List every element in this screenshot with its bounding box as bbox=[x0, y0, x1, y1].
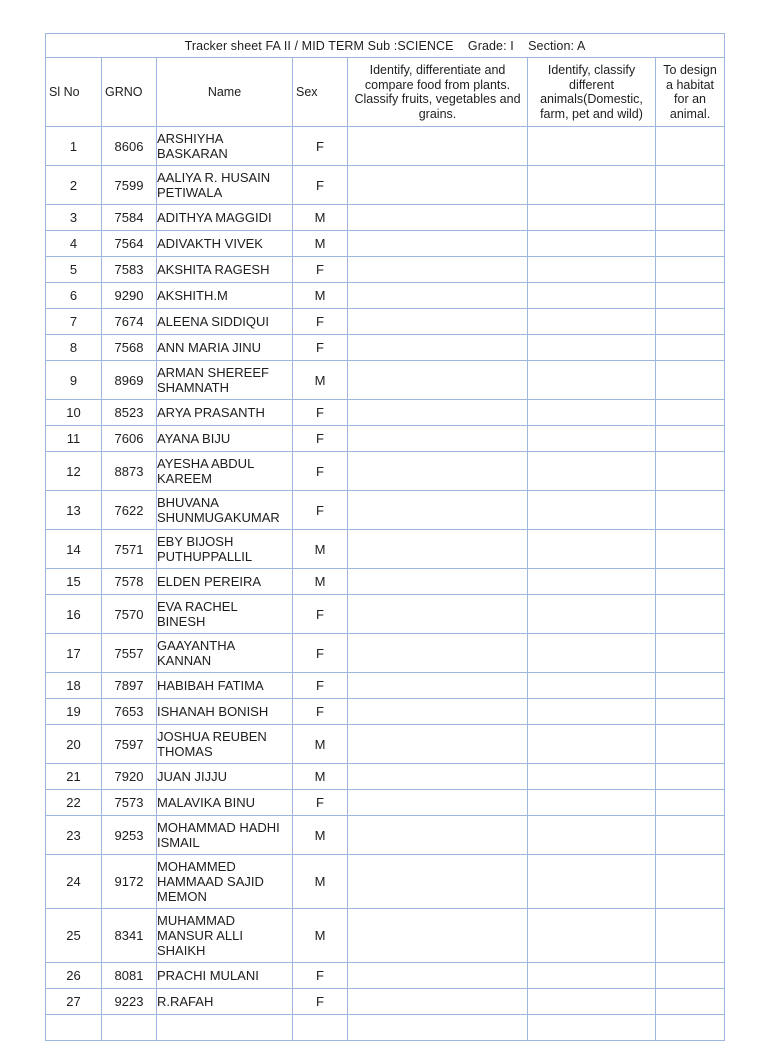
name-cell: MUHAMMAD MANSUR ALLI SHAIKH bbox=[157, 909, 293, 963]
sl-no-cell: 4 bbox=[46, 231, 102, 257]
name-cell: MOHAMMED HAMMAAD SAJID MEMON bbox=[157, 855, 293, 909]
criteria-animals-cell bbox=[528, 764, 656, 790]
sl-no-cell: 3 bbox=[46, 205, 102, 231]
sex-cell: M bbox=[293, 764, 348, 790]
table-row bbox=[46, 166, 725, 205]
sl-no-cell: 18 bbox=[46, 673, 102, 699]
criteria-habitat-cell bbox=[656, 452, 725, 491]
name-cell: ARMAN SHEREEF SHAMNATH bbox=[157, 361, 293, 400]
sex-cell: F bbox=[293, 634, 348, 673]
sl-no-cell: 8 bbox=[46, 335, 102, 361]
grno-cell: 8606 bbox=[102, 127, 157, 166]
criteria-habitat-cell bbox=[656, 166, 725, 205]
grno-cell: 7557 bbox=[102, 634, 157, 673]
sex-cell: M bbox=[293, 909, 348, 963]
criteria-food-cell bbox=[348, 816, 528, 855]
grno-cell: 8873 bbox=[102, 452, 157, 491]
criteria-food-cell bbox=[348, 426, 528, 452]
sl-no-cell: 7 bbox=[46, 309, 102, 335]
criteria-food-cell bbox=[348, 283, 528, 309]
sex-cell: M bbox=[293, 283, 348, 309]
name-cell: EBY BIJOSH PUTHUPPALLIL bbox=[157, 530, 293, 569]
criteria-animals-cell bbox=[528, 595, 656, 634]
table-row bbox=[46, 452, 725, 491]
sex-cell: M bbox=[293, 725, 348, 764]
sl-no-cell: 9 bbox=[46, 361, 102, 400]
header-criteria-animals: Identify, classify different animals(Domestic, farm, pet and wild) bbox=[528, 58, 656, 127]
criteria-food-cell bbox=[348, 309, 528, 335]
name-cell: AYANA BIJU bbox=[157, 426, 293, 452]
criteria-habitat-cell bbox=[656, 909, 725, 963]
sl-no-cell: 21 bbox=[46, 764, 102, 790]
criteria-food-cell bbox=[348, 127, 528, 166]
sex-cell: M bbox=[293, 361, 348, 400]
criteria-habitat-cell bbox=[656, 989, 725, 1015]
name-cell: R.RAFAH bbox=[157, 989, 293, 1015]
criteria-animals-cell bbox=[528, 855, 656, 909]
table-row bbox=[46, 909, 725, 963]
criteria-habitat-cell bbox=[656, 283, 725, 309]
criteria-animals-cell bbox=[528, 530, 656, 569]
name-cell: AALIYA R. HUSAIN PETIWALA bbox=[157, 166, 293, 205]
criteria-animals-cell bbox=[528, 816, 656, 855]
table-row bbox=[46, 426, 725, 452]
sex-cell: F bbox=[293, 127, 348, 166]
criteria-food-cell bbox=[348, 335, 528, 361]
grno-cell: 7606 bbox=[102, 426, 157, 452]
student-rows bbox=[46, 127, 725, 1041]
criteria-animals-cell bbox=[528, 283, 656, 309]
criteria-habitat-cell bbox=[656, 1015, 725, 1041]
criteria-habitat-cell bbox=[656, 764, 725, 790]
criteria-habitat-cell bbox=[656, 205, 725, 231]
criteria-animals-cell bbox=[528, 257, 656, 283]
name-cell: MOHAMMAD HADHI ISMAIL bbox=[157, 816, 293, 855]
grno-cell: 8523 bbox=[102, 400, 157, 426]
sl-no-cell: 6 bbox=[46, 283, 102, 309]
name-cell: ANN MARIA JINU bbox=[157, 335, 293, 361]
sl-no-cell: 10 bbox=[46, 400, 102, 426]
name-cell: PRACHI MULANI bbox=[157, 963, 293, 989]
sl-no-cell: 5 bbox=[46, 257, 102, 283]
name-cell: ADITHYA MAGGIDI bbox=[157, 205, 293, 231]
criteria-food-cell bbox=[348, 989, 528, 1015]
sex-cell bbox=[293, 1015, 348, 1041]
criteria-food-cell bbox=[348, 790, 528, 816]
criteria-habitat-cell bbox=[656, 257, 725, 283]
criteria-habitat-cell bbox=[656, 855, 725, 909]
table-row bbox=[46, 764, 725, 790]
sl-no-cell: 11 bbox=[46, 426, 102, 452]
criteria-habitat-cell bbox=[656, 790, 725, 816]
criteria-food-cell bbox=[348, 530, 528, 569]
sl-no-cell: 19 bbox=[46, 699, 102, 725]
name-cell: MALAVIKA BINU bbox=[157, 790, 293, 816]
sex-cell: F bbox=[293, 790, 348, 816]
grno-cell: 7564 bbox=[102, 231, 157, 257]
grno-cell: 8969 bbox=[102, 361, 157, 400]
table-row bbox=[46, 127, 725, 166]
table-row bbox=[46, 309, 725, 335]
table-row bbox=[46, 231, 725, 257]
sex-cell: F bbox=[293, 400, 348, 426]
criteria-food-cell bbox=[348, 1015, 528, 1041]
tracker-sheet-table bbox=[45, 33, 725, 1041]
table-row bbox=[46, 673, 725, 699]
grno-cell: 7571 bbox=[102, 530, 157, 569]
sl-no-cell: 20 bbox=[46, 725, 102, 764]
criteria-food-cell bbox=[348, 909, 528, 963]
grno-cell: 7597 bbox=[102, 725, 157, 764]
table-row bbox=[46, 989, 725, 1015]
name-cell: ARSHIYHA BASKARAN bbox=[157, 127, 293, 166]
criteria-food-cell bbox=[348, 764, 528, 790]
criteria-habitat-cell bbox=[656, 127, 725, 166]
criteria-animals-cell bbox=[528, 127, 656, 166]
grno-cell: 9253 bbox=[102, 816, 157, 855]
criteria-animals-cell bbox=[528, 426, 656, 452]
criteria-habitat-cell bbox=[656, 816, 725, 855]
criteria-food-cell bbox=[348, 569, 528, 595]
grno-cell: 9223 bbox=[102, 989, 157, 1015]
name-cell: AKSHITH.M bbox=[157, 283, 293, 309]
header-grno: GRNO bbox=[102, 58, 157, 127]
criteria-habitat-cell bbox=[656, 569, 725, 595]
criteria-habitat-cell bbox=[656, 309, 725, 335]
sex-cell: F bbox=[293, 452, 348, 491]
criteria-food-cell bbox=[348, 205, 528, 231]
sex-cell: F bbox=[293, 166, 348, 205]
sheet-title: Tracker sheet FA II / MID TERM Sub :SCIENCE Grade: I Section: A bbox=[46, 34, 725, 58]
criteria-habitat-cell bbox=[656, 426, 725, 452]
grno-cell: 7674 bbox=[102, 309, 157, 335]
criteria-habitat-cell bbox=[656, 963, 725, 989]
criteria-habitat-cell bbox=[656, 595, 725, 634]
name-cell: HABIBAH FATIMA bbox=[157, 673, 293, 699]
name-cell: JUAN JIJJU bbox=[157, 764, 293, 790]
sl-no-cell: 17 bbox=[46, 634, 102, 673]
criteria-animals-cell bbox=[528, 400, 656, 426]
criteria-animals-cell bbox=[528, 166, 656, 205]
criteria-food-cell bbox=[348, 673, 528, 699]
name-cell: ARYA PRASANTH bbox=[157, 400, 293, 426]
sl-no-cell: 12 bbox=[46, 452, 102, 491]
grno-cell: 8341 bbox=[102, 909, 157, 963]
criteria-animals-cell bbox=[528, 452, 656, 491]
header-criteria-food: Identify, differentiate and compare food from plants. Classify fruits, vegetables and grains. bbox=[348, 58, 528, 127]
criteria-food-cell bbox=[348, 595, 528, 634]
sex-cell: F bbox=[293, 426, 348, 452]
criteria-habitat-cell bbox=[656, 361, 725, 400]
criteria-animals-cell bbox=[528, 231, 656, 257]
sl-no-cell: 2 bbox=[46, 166, 102, 205]
table-row bbox=[46, 569, 725, 595]
criteria-habitat-cell bbox=[656, 231, 725, 257]
header-name: Name bbox=[157, 58, 293, 127]
name-cell: ALEENA SIDDIQUI bbox=[157, 309, 293, 335]
criteria-habitat-cell bbox=[656, 699, 725, 725]
criteria-animals-cell bbox=[528, 634, 656, 673]
grno-cell: 9172 bbox=[102, 855, 157, 909]
name-cell: AYESHA ABDUL KAREEM bbox=[157, 452, 293, 491]
criteria-animals-cell bbox=[528, 725, 656, 764]
criteria-food-cell bbox=[348, 855, 528, 909]
criteria-animals-cell bbox=[528, 205, 656, 231]
table-row bbox=[46, 963, 725, 989]
grno-cell: 7653 bbox=[102, 699, 157, 725]
sl-no-cell: 27 bbox=[46, 989, 102, 1015]
criteria-animals-cell bbox=[528, 491, 656, 530]
sl-no-cell: 25 bbox=[46, 909, 102, 963]
criteria-food-cell bbox=[348, 231, 528, 257]
header-row bbox=[46, 58, 725, 127]
header-criteria-habitat: To design a habitat for an animal. bbox=[656, 58, 725, 127]
sl-no-cell: 16 bbox=[46, 595, 102, 634]
grno-cell: 9290 bbox=[102, 283, 157, 309]
criteria-animals-cell bbox=[528, 963, 656, 989]
table-row bbox=[46, 491, 725, 530]
criteria-food-cell bbox=[348, 452, 528, 491]
grno-cell bbox=[102, 1015, 157, 1041]
sex-cell: M bbox=[293, 231, 348, 257]
criteria-food-cell bbox=[348, 963, 528, 989]
table-row bbox=[46, 816, 725, 855]
sl-no-cell: 13 bbox=[46, 491, 102, 530]
grno-cell: 7573 bbox=[102, 790, 157, 816]
sl-no-cell: 1 bbox=[46, 127, 102, 166]
criteria-habitat-cell bbox=[656, 673, 725, 699]
criteria-habitat-cell bbox=[656, 634, 725, 673]
criteria-food-cell bbox=[348, 634, 528, 673]
header-sex: Sex bbox=[293, 58, 348, 127]
name-cell: AKSHITA RAGESH bbox=[157, 257, 293, 283]
table-row bbox=[46, 283, 725, 309]
sex-cell: M bbox=[293, 569, 348, 595]
sl-no-cell: 26 bbox=[46, 963, 102, 989]
sex-cell: F bbox=[293, 699, 348, 725]
table-row bbox=[46, 595, 725, 634]
sl-no-cell: 14 bbox=[46, 530, 102, 569]
criteria-animals-cell bbox=[528, 673, 656, 699]
criteria-food-cell bbox=[348, 257, 528, 283]
criteria-animals-cell bbox=[528, 909, 656, 963]
criteria-animals-cell bbox=[528, 335, 656, 361]
sex-cell: F bbox=[293, 963, 348, 989]
name-cell: JOSHUA REUBEN THOMAS bbox=[157, 725, 293, 764]
sex-cell: M bbox=[293, 530, 348, 569]
name-cell bbox=[157, 1015, 293, 1041]
criteria-food-cell bbox=[348, 725, 528, 764]
name-cell: ISHANAH BONISH bbox=[157, 699, 293, 725]
criteria-food-cell bbox=[348, 699, 528, 725]
table-row bbox=[46, 530, 725, 569]
grno-cell: 7583 bbox=[102, 257, 157, 283]
table-row bbox=[46, 790, 725, 816]
criteria-food-cell bbox=[348, 491, 528, 530]
sl-no-cell bbox=[46, 1015, 102, 1041]
sl-no-cell: 15 bbox=[46, 569, 102, 595]
table-row bbox=[46, 699, 725, 725]
header-sl-no: Sl No bbox=[46, 58, 102, 127]
name-cell: GAAYANTHA KANNAN bbox=[157, 634, 293, 673]
criteria-animals-cell bbox=[528, 989, 656, 1015]
criteria-habitat-cell bbox=[656, 335, 725, 361]
table-row bbox=[46, 634, 725, 673]
sex-cell: F bbox=[293, 335, 348, 361]
sl-no-cell: 24 bbox=[46, 855, 102, 909]
sex-cell: F bbox=[293, 491, 348, 530]
name-cell: ELDEN PEREIRA bbox=[157, 569, 293, 595]
grno-cell: 7897 bbox=[102, 673, 157, 699]
criteria-food-cell bbox=[348, 166, 528, 205]
criteria-habitat-cell bbox=[656, 530, 725, 569]
grno-cell: 8081 bbox=[102, 963, 157, 989]
grno-cell: 7568 bbox=[102, 335, 157, 361]
criteria-animals-cell bbox=[528, 1015, 656, 1041]
table-row bbox=[46, 725, 725, 764]
name-cell: BHUVANA SHUNMUGAKUMAR bbox=[157, 491, 293, 530]
criteria-animals-cell bbox=[528, 790, 656, 816]
criteria-animals-cell bbox=[528, 309, 656, 335]
name-cell: EVA RACHEL BINESH bbox=[157, 595, 293, 634]
grno-cell: 7578 bbox=[102, 569, 157, 595]
grno-cell: 7622 bbox=[102, 491, 157, 530]
sl-no-cell: 23 bbox=[46, 816, 102, 855]
table-row bbox=[46, 257, 725, 283]
grno-cell: 7570 bbox=[102, 595, 157, 634]
sex-cell: F bbox=[293, 257, 348, 283]
sex-cell: M bbox=[293, 816, 348, 855]
criteria-habitat-cell bbox=[656, 725, 725, 764]
table-row bbox=[46, 335, 725, 361]
sl-no-cell: 22 bbox=[46, 790, 102, 816]
sex-cell: F bbox=[293, 595, 348, 634]
grno-cell: 7599 bbox=[102, 166, 157, 205]
criteria-animals-cell bbox=[528, 361, 656, 400]
sex-cell: F bbox=[293, 309, 348, 335]
grno-cell: 7584 bbox=[102, 205, 157, 231]
criteria-habitat-cell bbox=[656, 491, 725, 530]
table-row bbox=[46, 361, 725, 400]
grno-cell: 7920 bbox=[102, 764, 157, 790]
table-row bbox=[46, 1015, 725, 1041]
sex-cell: M bbox=[293, 205, 348, 231]
sex-cell: M bbox=[293, 855, 348, 909]
sex-cell: F bbox=[293, 989, 348, 1015]
title-row bbox=[46, 34, 725, 58]
criteria-animals-cell bbox=[528, 569, 656, 595]
table-row bbox=[46, 855, 725, 909]
criteria-food-cell bbox=[348, 400, 528, 426]
name-cell: ADIVAKTH VIVEK bbox=[157, 231, 293, 257]
table-row bbox=[46, 205, 725, 231]
criteria-animals-cell bbox=[528, 699, 656, 725]
criteria-food-cell bbox=[348, 361, 528, 400]
sex-cell: F bbox=[293, 673, 348, 699]
table-row bbox=[46, 400, 725, 426]
criteria-habitat-cell bbox=[656, 400, 725, 426]
